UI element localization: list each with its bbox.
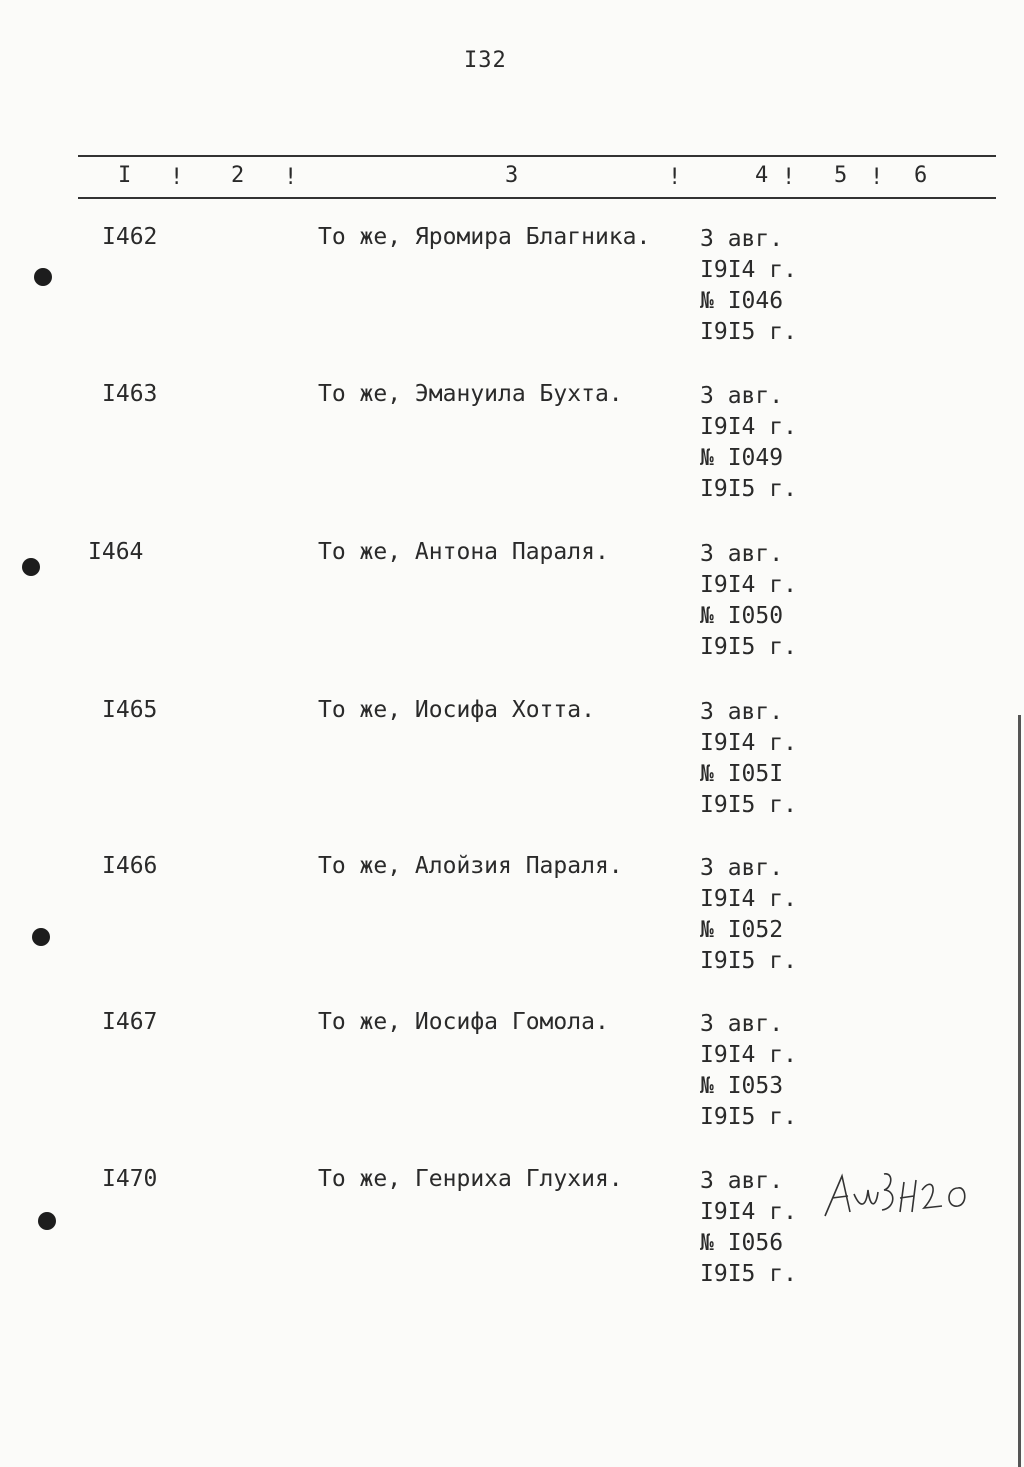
record-dates (700, 853, 797, 977)
date-line: № I05I (700, 761, 784, 787)
table-row (0, 224, 1024, 374)
scan-edge (1018, 715, 1021, 1467)
table-header-rule (78, 197, 996, 199)
date-line: I9I5 г. (700, 319, 797, 345)
column-header-2: 2 (231, 163, 245, 188)
record-description: То же, Яромира Благника. (318, 224, 651, 250)
column-header-6: 6 (914, 163, 928, 188)
column-separator: ! (870, 165, 884, 190)
record-number: I465 (102, 697, 158, 723)
punch-hole (22, 558, 40, 576)
date-line: I9I4 г. (700, 257, 797, 283)
punch-hole (32, 928, 50, 946)
column-header-4: 4 (755, 163, 769, 188)
table-row (0, 1009, 1024, 1159)
column-separator: ! (668, 165, 682, 190)
date-line: 3 авг. (700, 1011, 784, 1037)
date-line: № I049 (700, 445, 784, 471)
record-dates (700, 697, 797, 821)
date-line: 3 авг. (700, 226, 784, 252)
table-row (0, 697, 1024, 847)
column-header-5: 5 (834, 163, 848, 188)
record-description: То же, Эмануила Бухта. (318, 381, 623, 407)
table-row (0, 539, 1024, 689)
handwritten-signature (820, 1168, 980, 1228)
record-number: I466 (102, 853, 158, 879)
record-description: То же, Иосифа Гомола. (318, 1009, 609, 1035)
date-line: 3 авг. (700, 1168, 784, 1194)
column-separator: ! (170, 165, 184, 190)
date-line: I9I4 г. (700, 1042, 797, 1068)
column-separator: ! (782, 165, 796, 190)
column-separator: ! (284, 165, 298, 190)
date-line: I9I5 г. (700, 948, 797, 974)
record-dates (700, 224, 797, 348)
date-line: № I053 (700, 1073, 784, 1099)
punch-hole (34, 268, 52, 286)
record-description: То же, Алойзия Параля. (318, 853, 623, 879)
date-line: 3 авг. (700, 855, 784, 881)
date-line: № I052 (700, 917, 784, 943)
date-line: I9I5 г. (700, 1104, 797, 1130)
record-dates (700, 539, 797, 663)
date-line: 3 авг. (700, 383, 784, 409)
date-line: I9I4 г. (700, 572, 797, 598)
date-line: I9I5 г. (700, 1261, 797, 1287)
record-description: То же, Антона Параля. (318, 539, 609, 565)
date-line: I9I4 г. (700, 414, 797, 440)
date-line: I9I4 г. (700, 730, 797, 756)
record-number: I464 (88, 539, 144, 565)
date-line: № I056 (700, 1230, 784, 1256)
record-number: I467 (102, 1009, 158, 1035)
date-line: I9I5 г. (700, 634, 797, 660)
date-line: № I046 (700, 288, 784, 314)
record-dates (700, 1166, 797, 1290)
date-line: I9I4 г. (700, 886, 797, 912)
record-number: I462 (102, 224, 158, 250)
record-description: То же, Иосифа Хотта. (318, 697, 595, 723)
table-top-rule (78, 155, 996, 157)
record-number: I463 (102, 381, 158, 407)
date-line: № I050 (700, 603, 784, 629)
record-dates (700, 1009, 797, 1133)
column-header-1: I (118, 163, 132, 188)
date-line: 3 авг. (700, 699, 784, 725)
date-line: I9I5 г. (700, 476, 797, 502)
column-header-3: 3 (505, 163, 519, 188)
table-row (0, 381, 1024, 531)
record-number: I470 (102, 1166, 158, 1192)
page-number: I32 (464, 48, 507, 73)
table-row (0, 853, 1024, 1003)
record-description: То же, Генриха Глухия. (318, 1166, 623, 1192)
record-dates (700, 381, 797, 505)
date-line: I9I4 г. (700, 1199, 797, 1225)
date-line: I9I5 г. (700, 792, 797, 818)
punch-hole (38, 1212, 56, 1230)
date-line: 3 авг. (700, 541, 784, 567)
